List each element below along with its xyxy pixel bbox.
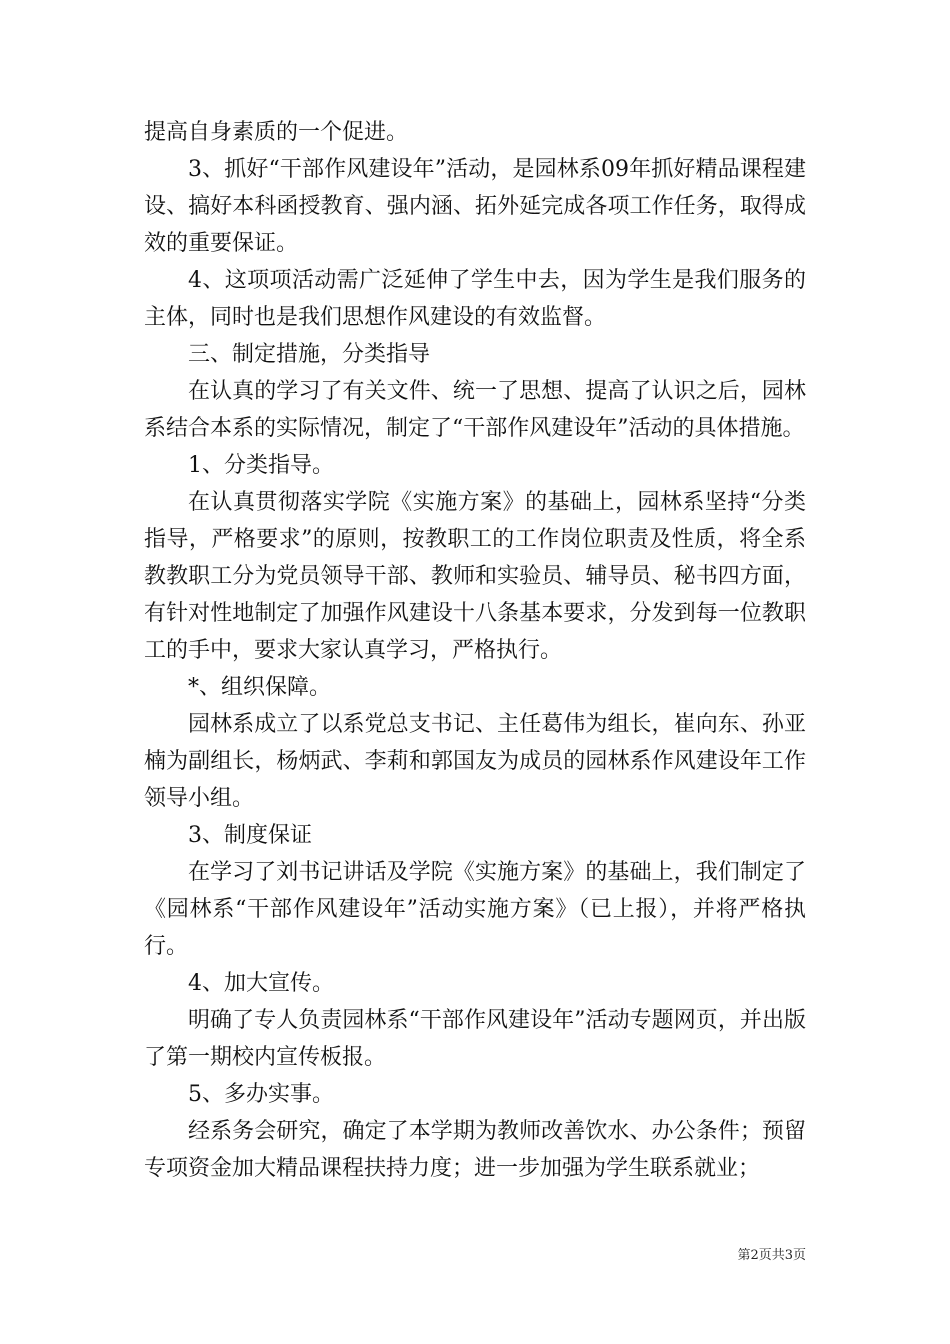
subheading: 5、多办实事。 xyxy=(188,1082,334,1107)
paragraph: 园林系成立了以系党总支书记、主任葛伟为组长，崔向东、孙亚楠为副组长，杨炳武、李莉和郭国友为成员的园林系作风建设年工作领导小组。 xyxy=(144,712,806,811)
paragraph: 经系务会研究，确定了本学期为教师改善饮水、办公条件；预留专项资金加大精品课程扶持力度；进一步加强为学生联系就业； xyxy=(144,1119,806,1181)
page-number: 第2页共3页 xyxy=(737,1248,806,1263)
subheading: 3、制度保证 xyxy=(188,823,312,848)
paragraph: 提高自身素质的一个促进。 xyxy=(144,120,409,145)
paragraph: 在认真的学习了有关文件、统一了思想、提高了认识之后，园林系结合本系的实际情况，制定了“干部作风建设年”活动的具体措施。 xyxy=(144,379,806,441)
paragraph: 在认真贯彻落实学院《实施方案》的基础上，园林系坚持“分类指导，严格要求”的原则，按教职工的工作岗位职责及性质，将全系教教职工分为党员领导干部、教师和实验员、辅导员、秘书四方面，有针对性地制定了加强作风建设十八条基本要求，分发到每一位教职工的手中，要求大家认真学习，严格执行。 xyxy=(144,490,806,663)
paragraph: 明确了专人负责园林系“干部作风建设年”活动专题网页，并出版了第一期校内宣传板报。 xyxy=(144,1008,806,1070)
document-body xyxy=(144,114,806,1187)
section-heading: 三、制定措施，分类指导 xyxy=(188,342,431,367)
paragraph: 在学习了刘书记讲话及学院《实施方案》的基础上，我们制定了《园林系“干部作风建设年”活动实施方案》（已上报），并将严格执行。 xyxy=(144,860,806,959)
paragraph: 4、这项项活动需广泛延伸了学生中去，因为学生是我们服务的主体，同时也是我们思想作风建设的有效监督。 xyxy=(144,268,806,330)
subheading: 4、加大宣传。 xyxy=(188,971,334,996)
paragraph: 3、抓好“干部作风建设年”活动，是园林系09年抓好精品课程建设、搞好本科函授教育、强内涵、拓外延完成各项工作任务，取得成效的重要保证。 xyxy=(144,157,806,256)
subheading: 1、分类指导。 xyxy=(188,453,334,478)
subheading: *、组织保障。 xyxy=(188,675,332,700)
